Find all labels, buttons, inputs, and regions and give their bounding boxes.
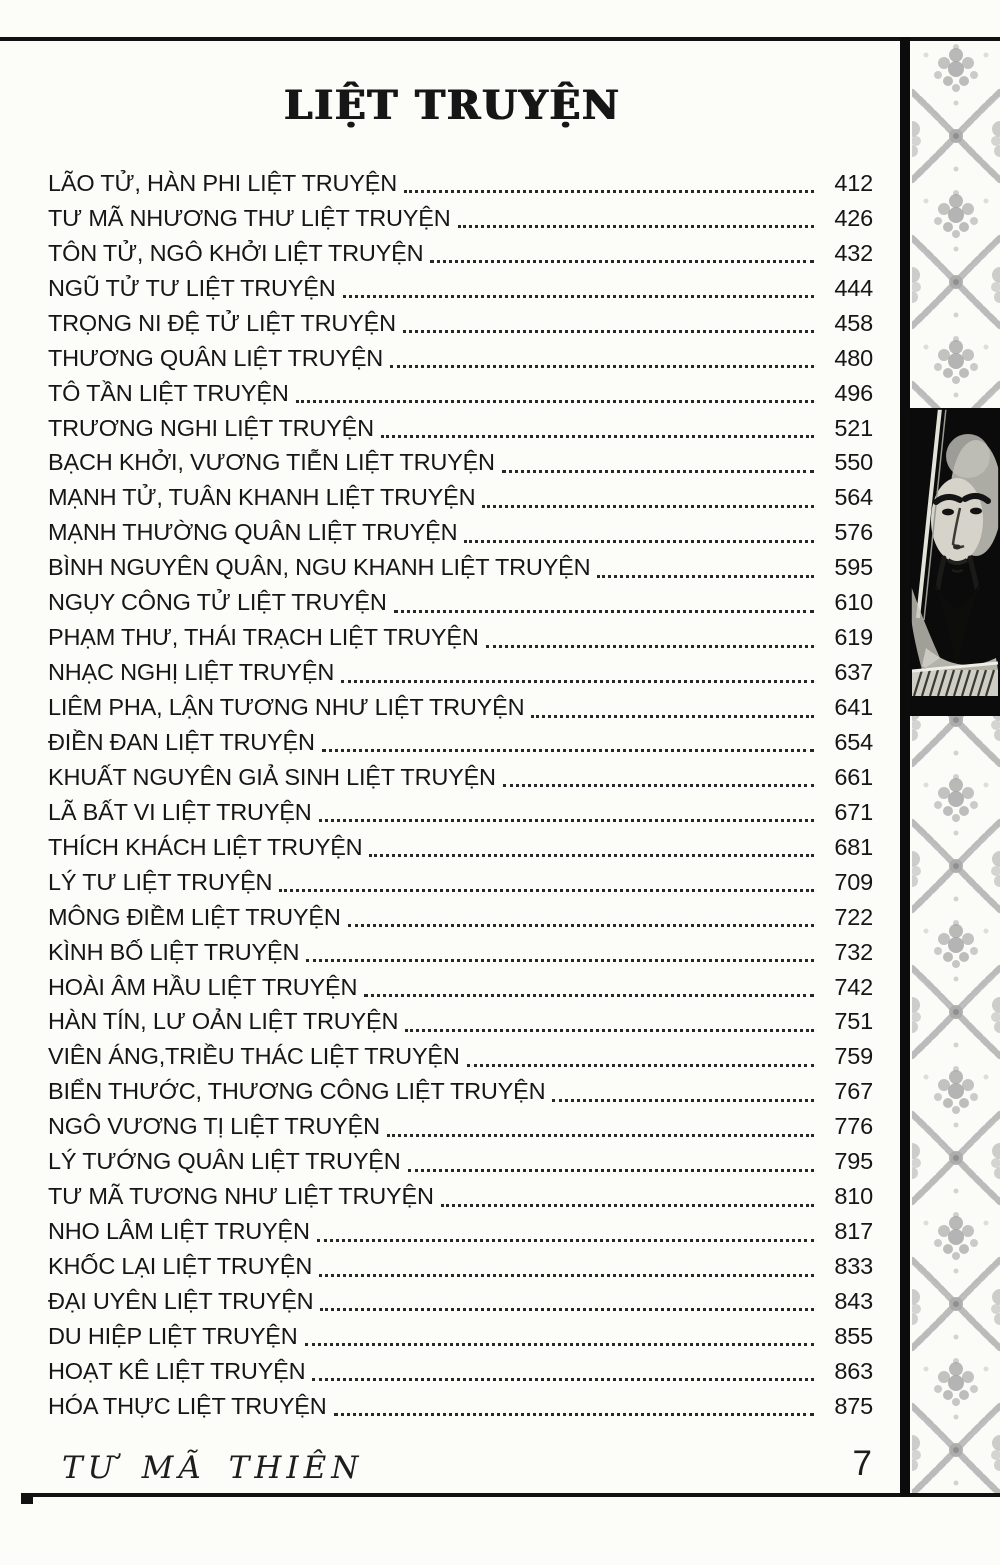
footer-author-name: TƯ MÃ THIÊN [62,1450,364,1486]
dot-leader [441,1187,814,1207]
dot-leader [312,1361,814,1381]
toc-row [48,900,873,935]
toc-row [48,830,873,865]
toc-row [48,865,873,900]
toc-row [48,1214,873,1249]
dot-leader [348,907,814,927]
toc-entry-page-number: 855 [834,1322,873,1349]
dot-leader [405,1012,814,1032]
toc-entry-title: BẠCH KHỞI, VƯƠNG TIỄN LIỆT TRUYỆN [48,449,495,476]
dot-leader [503,767,814,787]
toc-entry-title: BIỂN THƯỚC, THƯƠNG CÔNG LIỆT TRUYỆN [48,1078,546,1105]
dot-leader [343,278,814,298]
dot-leader [364,977,814,997]
toc-entry-title: KHUẤT NGUYÊN GIẢ SINH LIỆT TRUYỆN [48,763,496,790]
toc-entry-title: TÔN TỬ, NGÔ KHỞI LIỆT TRUYỆN [48,239,424,266]
toc-entry-page-number: 817 [834,1218,873,1245]
toc-row [48,1039,873,1074]
page-title: LIỆT TRUYỆN [284,82,621,129]
toc-entry-title: ĐẠI UYÊN LIỆT TRUYỆN [48,1287,314,1314]
toc-entry-title: DU HIỆP LIỆT TRUYỆN [48,1322,298,1349]
damask-pattern-icon [912,41,1000,1493]
toc-entry-page-number: 759 [834,1043,873,1070]
toc-entry-title: HOẠT KÊ LIỆT TRUYỆN [48,1357,306,1384]
dot-leader [482,488,814,508]
dot-leader [597,558,814,578]
dot-leader [387,1117,814,1137]
top-rule [0,37,1000,41]
toc-entry-page-number: 751 [834,1008,873,1035]
toc-entry-page-number: 795 [834,1148,873,1175]
toc-entry-title: LÝ TƯ LIỆT TRUYỆN [48,868,273,895]
dot-leader [464,523,814,543]
toc-entry-page-number: 810 [834,1183,873,1210]
toc-entry-title: THƯƠNG QUÂN LIỆT TRUYỆN [48,344,384,371]
toc-entry-page-number: 863 [834,1357,873,1384]
toc-entry-title: ĐIỀN ĐAN LIỆT TRUYỆN [48,728,315,755]
toc-row [48,1144,873,1179]
toc-row [48,1005,873,1040]
toc-entry-page-number: 576 [834,519,873,546]
toc-row [48,1074,873,1109]
toc-entry-title: VIÊN ÁNG,TRIỀU THÁC LIỆT TRUYỆN [48,1043,460,1070]
dot-leader [341,663,814,683]
toc-row [48,550,873,585]
dot-leader [369,837,814,857]
dot-leader [319,802,814,822]
toc-entry-title: TÔ TẦN LIỆT TRUYỆN [48,379,289,406]
sidebar-vertical-bar [900,37,910,1497]
toc-entry-title: KHỐC LẠI LIỆT TRUYỆN [48,1253,313,1280]
toc-entry-title: LÃ BẤT VI LIỆT TRUYỆN [48,798,312,825]
toc-entry-title: PHẠM THƯ, THÁI TRẠCH LIỆT TRUYỆN [48,624,479,651]
toc-entry-title: MÔNG ĐIỀM LIỆT TRUYỆN [48,903,341,930]
toc-entry-title: HÀN TÍN, LƯ OẢN LIỆT TRUYỆN [48,1008,399,1035]
toc-entry-title: LIÊM PHA, LẬN TƯƠNG NHƯ LIỆT TRUYỆN [48,694,525,721]
dot-leader [320,1291,814,1311]
toc-entry-title: HÓA THỰC LIỆT TRUYỆN [48,1392,327,1419]
toc-entry-page-number: 412 [834,169,873,196]
bottom-rule [26,1493,1000,1497]
toc-entry-page-number: 426 [834,204,873,231]
toc-entry-title: TRƯƠNG NGHI LIỆT TRUYỆN [48,414,374,441]
dot-leader [319,1257,814,1277]
toc-row [48,1284,873,1319]
toc-entry-title: NGÔ VƯƠNG TỊ LIỆT TRUYỆN [48,1113,380,1140]
toc-row [48,341,873,376]
toc-entry-page-number: 432 [834,239,873,266]
toc-entry-page-number: 742 [834,973,873,1000]
dot-leader [552,1082,814,1102]
toc-entry-page-number: 480 [834,344,873,371]
toc-entry-title: LÃO TỬ, HÀN PHI LIỆT TRUYỆN [48,169,397,196]
toc-row [48,970,873,1005]
dot-leader [296,383,814,403]
toc-row [48,480,873,515]
toc-row [48,585,873,620]
toc-row [48,446,873,481]
toc-entry-page-number: 875 [834,1392,873,1419]
bottom-rule-hook [21,1493,33,1504]
dot-leader [430,243,814,263]
dot-leader [381,418,814,438]
toc-entry-page-number: 458 [834,309,873,336]
toc-row [48,1179,873,1214]
toc-entry-title: TRỌNG NI ĐỆ TỬ LIỆT TRUYỆN [48,309,396,336]
toc-row [48,655,873,690]
dot-leader [322,732,814,752]
dot-leader [305,1326,814,1346]
toc-entry-title: NGỤY CÔNG TỬ LIỆT TRUYỆN [48,589,387,616]
toc-entry-page-number: 709 [834,868,873,895]
toc-entry-page-number: 843 [834,1287,873,1314]
dot-leader [502,453,814,473]
toc-entry-page-number: 681 [834,833,873,860]
toc-row [48,690,873,725]
toc-entry-page-number: 444 [834,274,873,301]
toc-row [48,306,873,341]
toc-row [48,166,873,201]
dot-leader [334,1396,814,1416]
toc-entry-page-number: 619 [834,624,873,651]
toc-row [48,1354,873,1389]
toc-entry-page-number: 610 [834,589,873,616]
toc-entry-title: LÝ TƯỚNG QUÂN LIỆT TRUYỆN [48,1148,401,1175]
toc-entry-page-number: 637 [834,659,873,686]
toc-row [48,935,873,970]
toc-entry-page-number: 722 [834,903,873,930]
toc-entry-title: TƯ MÃ NHƯƠNG THƯ LIỆT TRUYỆN [48,204,451,231]
toc-entry-title: MẠNH THƯỜNG QUÂN LIỆT TRUYỆN [48,519,458,546]
toc-row [48,236,873,271]
toc-entry-page-number: 661 [834,763,873,790]
dot-leader [404,173,814,193]
toc-entry-page-number: 671 [834,798,873,825]
dot-leader [467,1047,814,1067]
toc-row [48,376,873,411]
dot-leader [403,313,814,333]
toc-row [48,1249,873,1284]
toc-row [48,1319,873,1354]
toc-row [48,1389,873,1424]
toc-entry-page-number: 564 [834,484,873,511]
toc-entry-title: TƯ MÃ TƯƠNG NHƯ LIỆT TRUYỆN [48,1183,434,1210]
toc-row [48,725,873,760]
dot-leader [458,208,815,228]
dot-leader [394,593,814,613]
table-of-contents [48,166,873,1424]
dot-leader [306,942,814,962]
toc-entry-title: THÍCH KHÁCH LIỆT TRUYỆN [48,833,363,860]
toc-entry-page-number: 732 [834,938,873,965]
toc-row [48,1109,873,1144]
dot-leader [408,1152,814,1172]
dot-leader [390,348,814,368]
toc-row [48,271,873,306]
toc-entry-title: NHẠC NGHỊ LIỆT TRUYỆN [48,659,335,686]
toc-row [48,760,873,795]
toc-row [48,411,873,446]
toc-entry-page-number: 776 [834,1113,873,1140]
toc-entry-title: NGŨ TỬ TƯ LIỆT TRUYỆN [48,274,336,301]
bearded-scholar-portrait-image [910,408,1000,716]
toc-entry-page-number: 521 [834,414,873,441]
toc-row [48,515,873,550]
toc-entry-title: BÌNH NGUYÊN QUÂN, NGU KHANH LIỆT TRUYỆN [48,554,591,581]
footer-page-number: 7 [852,1444,872,1483]
toc-entry-page-number: 496 [834,379,873,406]
toc-row [48,620,873,655]
toc-entry-page-number: 767 [834,1078,873,1105]
toc-entry-page-number: 833 [834,1253,873,1280]
toc-entry-title: KÌNH BỐ LIỆT TRUYỆN [48,938,300,965]
dot-leader [486,628,814,648]
toc-entry-title: HOÀI ÂM HẦU LIỆT TRUYỆN [48,973,358,1000]
dot-leader [279,872,814,892]
toc-row [48,795,873,830]
toc-row [48,201,873,236]
toc-entry-page-number: 641 [834,694,873,721]
toc-entry-page-number: 595 [834,554,873,581]
toc-entry-page-number: 550 [834,449,873,476]
dot-leader [317,1222,814,1242]
toc-entry-title: NHO LÂM LIỆT TRUYỆN [48,1218,310,1245]
dot-leader [531,698,814,718]
toc-entry-title: MẠNH TỬ, TUÂN KHANH LIỆT TRUYỆN [48,484,476,511]
toc-entry-page-number: 654 [834,728,873,755]
